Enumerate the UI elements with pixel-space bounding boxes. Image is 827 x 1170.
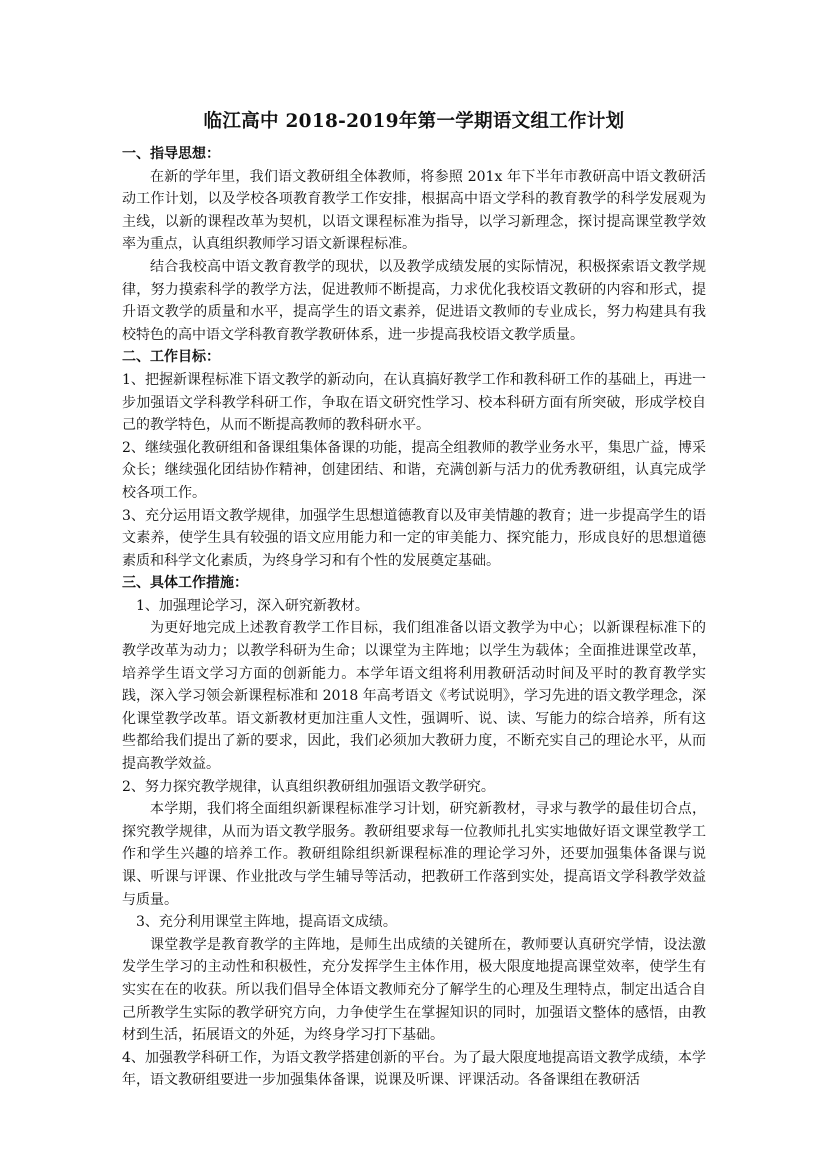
measure-title: 1、加强理论学习，深入研究新教材。 [136, 597, 369, 614]
measure-body: 本学期，我们将全面组织新课程标准学习计划，研究新教材，寻求与教学的最佳切合点，探究教学规律，从而为语文教学服务。教研组要求每一位教师扎扎实实地做好语文课堂教学工作和学生兴趣的培养工作。教研组除组织新课程标准的理论学习外，还要加强集体备课与说课、听课与评课、作业批改与学生辅导等活动，把教研工作落到实处，提高语文学科教学效益与质量。 [122, 801, 706, 908]
document-title: 临江高中 2018-2019年第一学期语文组工作计划 [203, 111, 625, 132]
goal-item: 2、继续强化教研组和备课组集体备课的功能，提高全组教师的教学业务水平，集思广益，博采众长；继续强化团结协作精神，创建团结、和谐，充满创新与活力的优秀教研组，认真完成学校各项工作。 [122, 439, 706, 501]
goal-item: 1、把握新课程标准下语文教学的新动向，在认真搞好教学工作和教科研工作的基础上，再进一步加强语文学科教学科研工作，争取在语文研究性学习、校本科研方面有所突破，形成学校自己的教学特色，从而不断提高教师的教科研水平。 [122, 371, 706, 434]
measure-title: 3、充分利用课堂主阵地，提高语文成绩。 [136, 914, 397, 931]
document-page [122, 110, 706, 1092]
measure-title: 2、努力探究教学规律，认真组织教研组加强语文教学研究。 [122, 778, 495, 795]
paragraph: 在新的学年里，我们语文教研组全体教师，将参照 201x 年下半年市教研高中语文教研活动工作计划，以及学校各项教育教学工作安排，根据高中语文学科的教育教学的科学发展观为主线，以新的课程改革为契机，以语文课程标准为指导，以学习新理念，探讨提高课堂教学效率为重点，认真组织教师学习语文新课程标准。 [122, 168, 706, 253]
measure-body: 课堂教学是教育教学的主阵地，是师生出成绩的关键所在，教师要认真研究学情，设法激发学生学习的主动性和积极性，充分发挥学生主体作用，极大限度地提高课堂效率，使学生有实实在在的收获。所以我们倡导全体语文教师充分了解学生的心理及生理特点，制定出适合自己所教学生实际的教学研究方向，力争使学生在掌握知识的同时，加强语文整体的感悟，由教材到生活，拓展语文的外延，为终身学习打下基础。 [122, 936, 706, 1044]
measure-item: 4、加强教学科研工作，为语文教学搭建创新的平台。为了最大限度地提高语文教学成绩，本学年，语文教研组要进一步加强集体备课，说课及听课、评课活动。各备课组在教研活 [122, 1049, 706, 1089]
section-heading-guiding-ideology: 一、指导思想： [122, 146, 220, 162]
goal-item: 3、充分运用语文教学规律，加强学生思想道德教育以及审美情趣的教育；进一步提高学生的语文素养，使学生具有较强的语文应用能力和一定的审美能力、探究能力，形成良好的思想道德素质和科学文化素质，为终身学习和有个性的发展奠定基础。 [122, 507, 706, 569]
section-heading-work-goals: 二、工作目标： [122, 349, 220, 366]
section-heading-measures: 三、具体工作措施： [122, 575, 248, 592]
paragraph: 结合我校高中语文教育教学的现状，以及教学成绩发展的实际情况，积极探索语文教学规律，努力摸索科学的教学方法，促进教师不断提高，力求优化我校语文教研的内容和形式，提升语文教学的质量和水平，提高学生的语文素养，促进语文教师的专业成长，努力构建具有我校特色的高中语文学科教育教学教研体系，进一步提高我校语文教学质量。 [122, 258, 706, 343]
measure-body: 为更好地完成上述教育教学工作目标，我们组准备以语文教学为中心；以新课程标准下的教学改革为动力；以教学科研为生命；以课堂为主阵地；以学生为载体；全面推进课堂改革，培养学生语文学习方面的创新能力。本学年语文组将利用教研活动时间及平时的教育教学实践，深入学习领会新课程标准和 2018 年高考语文《考试说明》，学习先进的语文教学理念，深化课堂教学改革。语文新教材更加注重人文性，强调听、说、读、写能力的综合培养，所有这些都给我们提出了新的要求，因此，我们必须加大教研力度，不断充实自己的理论水平，从而提高教学效益。 [122, 620, 706, 773]
